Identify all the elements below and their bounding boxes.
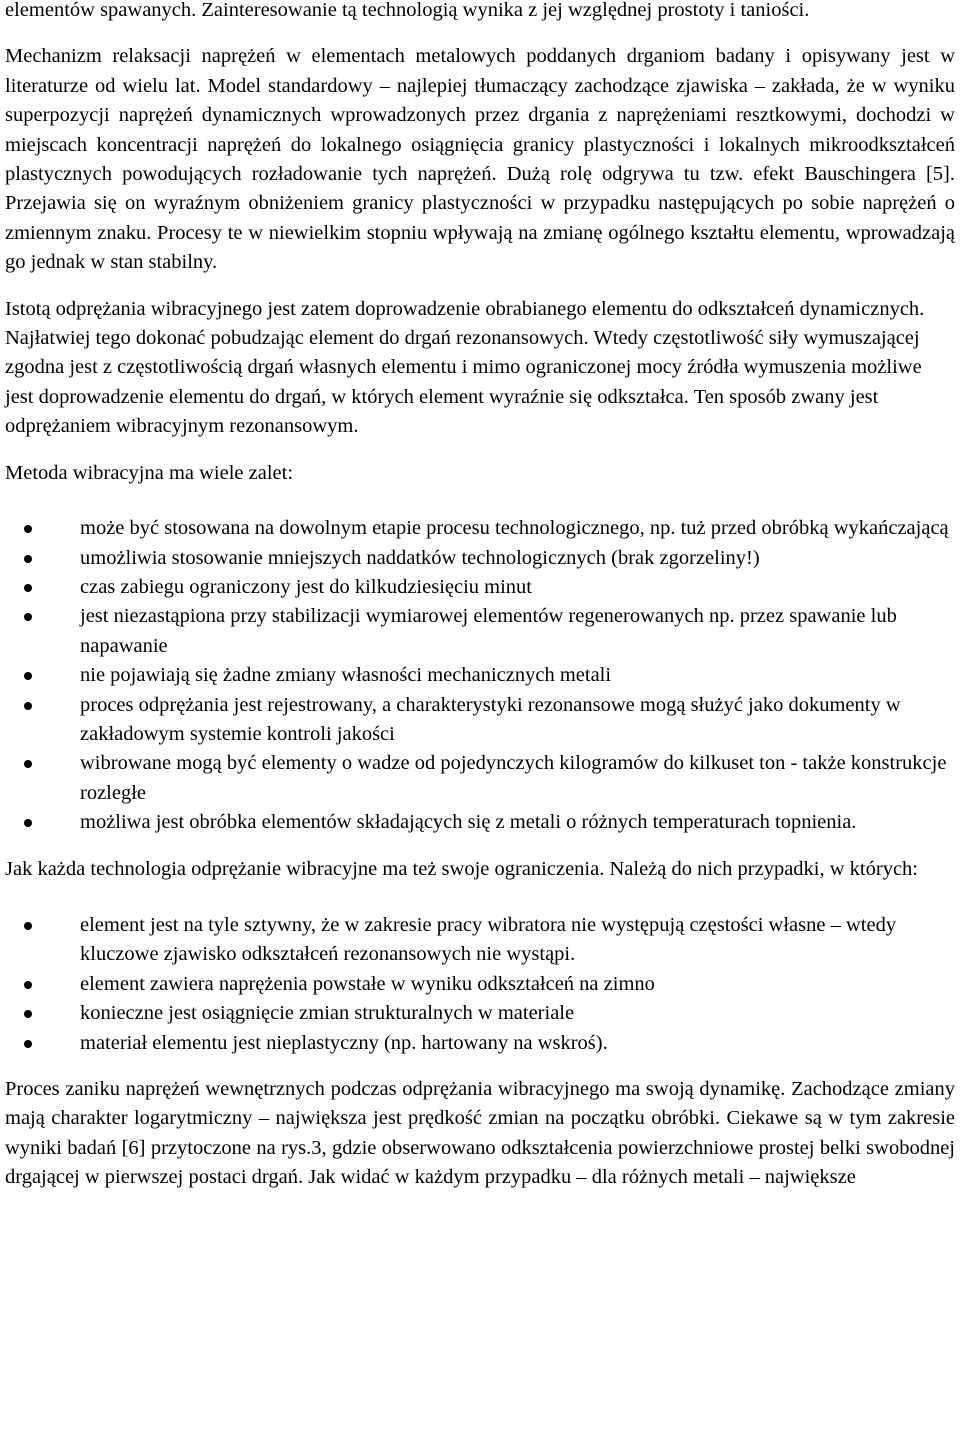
list-item-text: materiał elementu jest nieplastyczny (np. hartowany na wskroś). xyxy=(80,1031,608,1054)
paragraph-stress-decay: Proces zaniku naprężeń wewnętrznych podczas odprężania wibracyjnego ma swoją dynamikę. Zachodzące zmiany mają charakter logarytmiczny – największa jest prędkość zmian na początku obróbki. Ciekawe są w tym zakresie wyniki badań [6] przytoczone na rys.3, gdzie obserwowano odkształcenia powierzchniowe prostej belki swobodnej drgającej w pierwszej postaci drgań. Jak widać w każdym przypadku – dla różnych metali – największe xyxy=(5,1078,955,1189)
limitations-list xyxy=(5,911,955,1058)
list-item-text: nie pojawiają się żadne zmiany własności mechanicznych metali xyxy=(80,664,612,687)
list-item-text: element zawiera naprężenia powstałe w wyniku odkształceń na zimno xyxy=(80,972,655,995)
list-item-text: proces odprężania jest rejestrowany, a charakterystyki rezonansowe mogą służyć jako dokumenty w zakładowym systemie kontroli jakości xyxy=(80,693,901,745)
advantages-list xyxy=(5,514,955,837)
list-item-text: możliwa jest obróbka elementów składających się z metali o różnych temperaturach topnienia. xyxy=(80,811,857,834)
bullet-icon xyxy=(24,584,32,592)
bullet-icon xyxy=(24,1040,32,1048)
list-item-text: umożliwia stosowanie mniejszych naddatków technologicznych (brak zgorzeliny!) xyxy=(80,546,760,569)
bullet-icon xyxy=(24,702,32,710)
bullet-icon xyxy=(24,672,32,680)
list-item xyxy=(80,544,955,573)
list-item xyxy=(80,999,955,1028)
list-item xyxy=(80,911,955,970)
bullet-icon xyxy=(24,922,32,930)
list-item-text: może być stosowana na dowolnym etapie procesu technologicznego, np. tuż przed obróbką wykańczającą xyxy=(80,517,949,540)
bullet-icon xyxy=(24,613,32,621)
paragraph-vibration-essence: Istotą odprężania wibracyjnego jest zatem doprowadzenie obrabianego elementu do odkształceń dynamicznych. Najłatwiej tego dokonać pobudzając element do drgań rezonansowych. Wtedy częstotliwość siły wymuszającej zgodna jest z częstotliwością drgań własnych elementu i mimo ograniczonej mocy źródła wymuszenia możliwe jest doprowadzenie elementu do drgań, w których element wyraźnie się odkształca. Ten sposób zwany jest odprężaniem wibracyjnym rezonansowym. xyxy=(5,297,925,438)
paragraph-limitations-intro: Jak każda technologia odprężanie wibracyjne ma też swoje ograniczenia. Należą do nich przypadki, w których: xyxy=(5,857,919,880)
list-item xyxy=(80,691,955,750)
document-page xyxy=(5,0,955,1210)
bullet-icon xyxy=(24,525,32,533)
paragraph-intro-end: elementów spawanych. Zainteresowanie tą technologią wynika z jej względnej prostoty i taniości. xyxy=(5,0,810,21)
list-item-text: wibrowane mogą być elementy o wadze od pojedynczych kilogramów do kilkuset ton - także konstrukcje rozległe xyxy=(80,752,947,804)
list-item-text: czas zabiegu ograniczony jest do kilkudziesięciu minut xyxy=(80,575,532,598)
list-item xyxy=(80,602,955,661)
bullet-icon xyxy=(24,819,32,827)
bullet-icon xyxy=(24,555,32,563)
list-item xyxy=(80,514,955,543)
bullet-icon xyxy=(24,760,32,768)
list-item xyxy=(80,970,955,999)
list-item xyxy=(80,1029,955,1058)
list-item-text: jest niezastąpiona przy stabilizacji wymiarowej elementów regenerowanych np. przez spawanie lub napawanie xyxy=(80,605,897,657)
list-item xyxy=(80,749,955,808)
list-item xyxy=(80,573,955,602)
bullet-icon xyxy=(24,981,32,989)
bullet-icon xyxy=(24,1010,32,1018)
list-item-text: element jest na tyle sztywny, że w zakresie pracy wibratora nie występują częstości własne – wtedy kluczowe zjawisko odkształceń rezonansowych nie wystąpi. xyxy=(80,913,897,966)
list-item-text: konieczne jest osiągnięcie zmian strukturalnych w materiale xyxy=(80,1002,575,1025)
paragraph-advantages-intro: Metoda wibracyjna ma wiele zalet: xyxy=(5,461,294,484)
list-item xyxy=(80,661,955,690)
paragraph-relaxation-mechanism: Mechanizm relaksacji naprężeń w elementach metalowych poddanych drganiom badany i opisywany jest w literaturze od wielu lat. Model standardowy – najlepiej tłumaczący zachodzące zjawiska – zakłada, że w wyniku superpozycji naprężeń dynamicznych wprowadzonych przez drgania z naprężeniami resztkowymi, dochodzi w miejscach koncentracji naprężeń do lokalnego osiągnięcia granicy plastyczności i lokalnych mikroodkształceń plastycznych powodujących rozładowanie tych naprężeń. Dużą rolę odgrywa tu tzw. efekt Bauschingera [5]. Przejawia się on wyraźnym obniżeniem granicy plastyczności w przypadku następujących po sobie naprężeń o zmiennym znaku. Procesy te w niewielkim stopniu wpływają na zmianę ogólnego kształtu elementu, wprowadzają go jednak w stan stabilny. xyxy=(5,45,955,274)
list-item xyxy=(80,808,955,837)
